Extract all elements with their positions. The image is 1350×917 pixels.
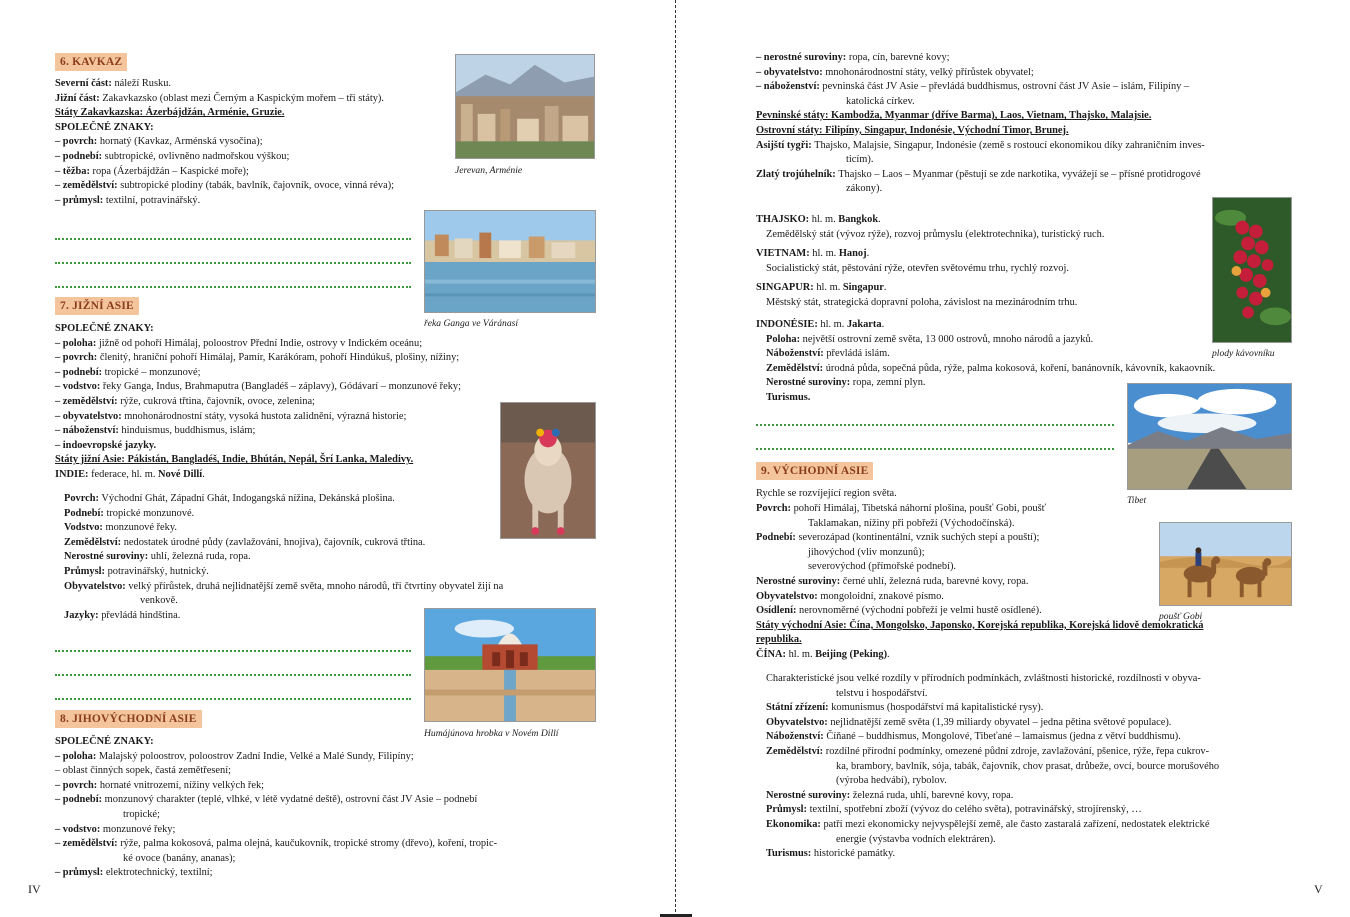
country-heading bbox=[756, 213, 1206, 228]
line-label: Jižní část: bbox=[55, 92, 100, 104]
text-line bbox=[55, 179, 455, 194]
line-label: – vodstvo: bbox=[55, 381, 101, 393]
line-continuation: telstvu i hospodářství. bbox=[836, 687, 928, 699]
line-text: nedostatek úrodné půdy (zavlažování, hnojiva), čajovník, cukrová třtina. bbox=[121, 536, 426, 548]
text-line bbox=[766, 847, 1316, 862]
country-name: THAJSKO: bbox=[756, 214, 810, 225]
text-line bbox=[766, 818, 1316, 833]
line-label: Osídlení: bbox=[756, 605, 797, 617]
humayun-tomb-photo bbox=[424, 608, 596, 722]
line-text: uhlí, železná ruda, ropa. bbox=[148, 551, 251, 563]
line-text: tropické monzunové. bbox=[103, 507, 195, 519]
text-line bbox=[756, 95, 1316, 110]
line-text: Číňané – buddhismus, Mongolové, Tibeťané – lamaismus (jedna z větví buddhismu). bbox=[823, 731, 1181, 743]
line-label: INDIE: bbox=[55, 468, 89, 480]
text-line bbox=[756, 604, 1316, 619]
dotted-line bbox=[55, 650, 411, 652]
line-label: SPOLEČNÉ ZNAKY: bbox=[55, 323, 154, 334]
ganga-photo bbox=[424, 210, 596, 313]
text-line bbox=[55, 852, 615, 867]
text-line bbox=[55, 735, 615, 750]
dotted-line bbox=[55, 238, 411, 240]
line-label: ČÍNA: bbox=[756, 648, 787, 660]
text-line bbox=[55, 750, 615, 765]
line-text: jižně od pohoří Himálaj, poloostrov Přední Indie, ostrovy v Indickém oceánu; bbox=[96, 337, 423, 349]
line-text: nerovnoměrné (východní pobřeží je velmi hustě osídlené). bbox=[796, 605, 1042, 617]
text-line bbox=[55, 380, 615, 395]
country-name: INDONÉSIE: bbox=[756, 319, 818, 330]
line-text: hornatý (Kavkaz, Arménská vysočina); bbox=[97, 136, 263, 148]
country-capital-prefix: hl. m. bbox=[809, 248, 839, 260]
line-text: subtropické, ovlivněno nadmořskou výškou; bbox=[102, 150, 290, 162]
text-line bbox=[55, 837, 615, 852]
line-text: úrodná půda, sopečná půda, rýže, palma kokosová, koření, banánovník, kávovník, kakaovník. bbox=[823, 362, 1216, 374]
text-line bbox=[756, 633, 1316, 648]
text-line bbox=[55, 337, 615, 352]
line-text: elektrotechnický, textilní; bbox=[103, 867, 213, 879]
text-line bbox=[55, 779, 615, 794]
line-label: Průmysl: bbox=[766, 804, 807, 816]
line-text: černé uhlí, železná ruda, barevné kovy, ropa. bbox=[840, 575, 1029, 587]
line-text: subtropické plodiny (tabák, bavlník, čajovník, ovoce, vinná réva); bbox=[117, 180, 395, 192]
dotted-line bbox=[756, 424, 1114, 426]
line-label: Nerostné suroviny: bbox=[766, 377, 851, 389]
dotted-line bbox=[55, 286, 411, 288]
section-heading-kavkaz: 6. KAVKAZ bbox=[55, 53, 127, 71]
line-continuation: Taklamakan, nížiny při pobřeží (Východočínská). bbox=[808, 517, 1015, 529]
country-dot: . bbox=[878, 214, 881, 225]
line-continuation: ka, brambory, bavlník, sója, tabák, čajovník, chov prasat, drůbeže, ovcí, bource morušového bbox=[836, 760, 1220, 772]
line-label: – náboženství: bbox=[55, 425, 119, 437]
line-text: Východní Ghát, Západní Ghát, Indogangská nížina, Dekánská plošina. bbox=[99, 493, 395, 504]
line-text: monzunové řeky; bbox=[100, 823, 176, 835]
line-continuation: ticím). bbox=[846, 154, 874, 166]
line-continuation: tropické; bbox=[123, 808, 160, 820]
underlined-heading: Státy východní Asie: Čína, Mongolsko, Japonsko, Korejská republika, Korejská lidově demokratická bbox=[756, 619, 1204, 631]
line-label: – průmysl: bbox=[55, 867, 104, 879]
country-capital-prefix: hl. m. bbox=[813, 282, 843, 294]
line-label: Jazyky: bbox=[64, 609, 99, 621]
text-line bbox=[766, 672, 1316, 687]
text-line bbox=[55, 866, 615, 881]
underlined-heading: Státy Zakavkazska: Ázerbájdžán, Arménie, Gruzie. bbox=[55, 107, 285, 119]
line-text: pevninská část JV Asie – převládá buddhismus, ostrovní část JV Asie – islám, Filipíny – bbox=[819, 81, 1190, 93]
line-label: Obyvatelstvo: bbox=[756, 590, 818, 602]
line-label: – zemědělství: bbox=[55, 180, 118, 192]
line-label: – těžba: bbox=[55, 165, 90, 177]
line-label: – podnebí: bbox=[55, 794, 103, 806]
line-label: Podnebí: bbox=[64, 507, 104, 519]
line-text: patří mezi ekonomicky nejvyspělejší země, ale často zastaralá zařízení, nedostatek elektrické bbox=[820, 818, 1210, 830]
line-text: největší ostrovní země světa, 13 000 ostrovů, mnoho národů a jazyků. bbox=[800, 333, 1094, 345]
line-label: Náboženství: bbox=[766, 731, 824, 743]
text-line bbox=[766, 687, 1316, 702]
line-label: Povrch: bbox=[64, 493, 100, 504]
text-line bbox=[756, 182, 1316, 197]
text-line bbox=[756, 168, 1316, 183]
line-text: historické památky. bbox=[811, 848, 896, 860]
text-line bbox=[766, 803, 1316, 818]
text-line bbox=[55, 366, 615, 381]
line-text: rýže, palma kokosová, palma olejná, kaučukovník, tropické stromy (dřevo), koření, tropic- bbox=[117, 838, 498, 850]
line-label: Zemědělství: bbox=[766, 362, 824, 374]
country-capital-prefix: hl. m. bbox=[817, 319, 847, 330]
caption-gobi: poušť Gobi bbox=[1159, 611, 1203, 622]
country-description: Zemědělský stát (vývoz rýže), rozvoj průmyslu (elektrotechnika), turistický ruch. bbox=[766, 228, 1105, 240]
line-label: Obyvatelstvo: bbox=[64, 580, 126, 592]
dotted-line bbox=[756, 448, 1114, 450]
jv-asie-continued-text bbox=[756, 51, 1316, 197]
line-text: hornaté vnitrozemí, nížiny velkých řek; bbox=[97, 779, 265, 791]
line-continuation: jihovýchod (vliv monzunů); bbox=[808, 546, 925, 558]
text-line bbox=[766, 730, 1316, 745]
line-text: tropické – monzunové; bbox=[102, 366, 201, 378]
line-label: – podnebí: bbox=[55, 150, 103, 162]
text-line bbox=[64, 594, 604, 609]
country-heading bbox=[756, 247, 1206, 262]
line-text: severozápad (kontinentální, vznik suchých stepí a pouští); bbox=[795, 532, 1040, 544]
line-text: Charakteristické jsou velké rozdíly v přírodních podmínkách, zvláštnosti historické, rozdílnosti v obyva- bbox=[766, 673, 1201, 684]
text-line bbox=[756, 80, 1316, 95]
text-line bbox=[55, 322, 615, 337]
dotted-line bbox=[55, 698, 411, 700]
line-label: Nerostné suroviny: bbox=[64, 551, 149, 563]
line-label: Poloha: bbox=[766, 333, 801, 345]
text-line bbox=[64, 580, 604, 595]
text-line bbox=[756, 51, 1316, 66]
coffee-photo bbox=[1212, 197, 1292, 343]
country-heading bbox=[756, 281, 1206, 296]
line-label: – povrch: bbox=[55, 779, 98, 791]
line-label: Povrch: bbox=[756, 503, 792, 514]
text-line bbox=[766, 701, 1316, 716]
line-text: pohoří Himálaj, Tibetská náhorní plošina, poušť Gobi, poušť bbox=[791, 503, 1047, 514]
text-line bbox=[64, 565, 604, 580]
line-label: Náboženství: bbox=[766, 348, 824, 360]
line-text: řeky Ganga, Indus, Brahmaputra (Bangladéš – záplavy), Gódávarí – monzunové řeky; bbox=[100, 381, 461, 393]
line-label: Ekonomika: bbox=[766, 818, 821, 830]
text-line bbox=[766, 760, 1316, 775]
kavkaz-text bbox=[55, 77, 455, 208]
country-dot: . bbox=[881, 319, 885, 330]
line-text: železná ruda, uhlí, barevné kovy, ropa. bbox=[850, 789, 1014, 801]
line-label: Nerostné suroviny: bbox=[766, 789, 851, 801]
line-text: monzunové řeky. bbox=[102, 522, 177, 534]
text-line bbox=[55, 150, 455, 165]
line-continuation: energie (výstavba vodních elektráren). bbox=[836, 833, 996, 845]
text-line bbox=[55, 77, 455, 92]
line-label: Zemědělství: bbox=[64, 536, 122, 548]
line-text: převládá hindština. bbox=[98, 609, 181, 621]
text-line bbox=[756, 109, 1316, 124]
text-line bbox=[55, 764, 615, 779]
line-text: mnohonárodnostní státy, vysoká hustota zalidnění, výrazná historie; bbox=[121, 410, 407, 422]
dotted-line bbox=[55, 262, 411, 264]
line-label: SPOLEČNÉ ZNAKY: bbox=[55, 121, 154, 133]
line-text: – oblast činných sopek, častá zemětřesení; bbox=[55, 765, 232, 777]
line-text: federace, hl. m. bbox=[88, 468, 159, 480]
text-line bbox=[766, 774, 1316, 789]
text-line bbox=[756, 139, 1316, 154]
line-text: hinduismus, buddhismus, islám; bbox=[118, 425, 256, 437]
text-line bbox=[756, 124, 1316, 139]
capital-name: Beijing (Peking) bbox=[815, 648, 888, 660]
line-continuation: (výroba hedvábí), rybolov. bbox=[836, 775, 947, 787]
country-capital: Hanoj bbox=[838, 248, 867, 260]
line-label: – povrch: bbox=[55, 136, 98, 148]
line-text: členitý, hraniční pohoří Himálaj, Pamír, Karákóram, pohoří Hindúkuš, plošiny, nížiny; bbox=[97, 352, 460, 364]
line-label: Podnebí: bbox=[756, 532, 796, 544]
country-capital: Singapur bbox=[842, 282, 884, 294]
line-continuation: katolická církev. bbox=[846, 95, 915, 107]
line-text: nejlidnatější země světa (1,39 miliardy obyvatel – jedna pětina světové populace). bbox=[827, 716, 1172, 728]
caption-ganga: řeka Ganga ve Váránasí bbox=[424, 318, 519, 329]
line-text: velký přírůstek, druhá nejlidnatější země světa, mnoho národů, tři čtvrtiny obyvatel žijí na bbox=[125, 580, 504, 592]
line-label: Turismus. bbox=[766, 391, 811, 403]
text-line bbox=[55, 121, 455, 136]
line-tail: . bbox=[202, 468, 205, 480]
tibet-photo bbox=[1127, 383, 1292, 490]
line-text: mnohonárodnostní státy, velký přírůstek obyvatel; bbox=[822, 66, 1034, 78]
line-label: – obyvatelstvo: bbox=[55, 410, 122, 422]
text-line bbox=[64, 550, 604, 565]
gobi-photo bbox=[1159, 522, 1292, 606]
line-label: – náboženství: bbox=[756, 81, 820, 93]
text-line bbox=[756, 648, 1316, 663]
text-line bbox=[55, 793, 615, 808]
text-line bbox=[756, 502, 1316, 517]
text-line bbox=[55, 106, 455, 121]
vychodni-asie-intro: Rychle se rozvíjející region světa. bbox=[756, 488, 897, 499]
text-line bbox=[55, 194, 455, 209]
underlined-heading: Státy jižní Asie: Pákistán, Bangladéš, Indie, Bhútán, Nepál, Šrí Lanka, Maledivy. bbox=[55, 454, 414, 466]
line-label: – podnebí: bbox=[55, 366, 103, 378]
line-tail: . bbox=[887, 648, 890, 660]
country-capital: Bangkok bbox=[838, 214, 879, 225]
caption-humayun: Humájúnova hrobka v Novém Dillí bbox=[424, 728, 559, 739]
line-text: Malajský poloostrov, poloostrov Zadní Indie, Velké a Malé Sundy, Filipíny; bbox=[96, 750, 414, 762]
text-line bbox=[766, 745, 1316, 760]
text-line bbox=[55, 92, 455, 107]
line-text: ropa, zemní plyn. bbox=[850, 377, 926, 389]
sacred-cow-photo bbox=[500, 402, 596, 539]
text-line bbox=[756, 619, 1316, 634]
line-text: Thajsko – Laos – Myanmar (pěstují se zde narkotika, vyvážejí se – přísné protidrogové bbox=[835, 168, 1201, 180]
yerevan-photo bbox=[455, 54, 595, 159]
line-label: SPOLEČNÉ ZNAKY: bbox=[55, 736, 154, 747]
right-page bbox=[676, 0, 1350, 917]
country-dot: . bbox=[883, 282, 887, 294]
caption-coffee: plody kávovníku bbox=[1212, 348, 1275, 359]
line-text: Zakavkazsko (oblast mezi Černým a Kaspickým mořem – tři státy). bbox=[99, 92, 384, 104]
line-label: Vodstvo: bbox=[64, 522, 103, 534]
text-line bbox=[55, 165, 455, 180]
line-text: hl. m. bbox=[786, 648, 816, 660]
section-heading-jizni-asie: 7. JIŽNÍ ASIE bbox=[55, 297, 139, 315]
underlined-heading: republika. bbox=[756, 634, 802, 646]
text-line bbox=[756, 66, 1316, 81]
dotted-line bbox=[55, 674, 411, 676]
jv-asie-text bbox=[55, 735, 615, 881]
line-label: – povrch: bbox=[55, 352, 98, 364]
line-text: mongoloidní, znakové písmo. bbox=[817, 590, 944, 602]
china-text bbox=[766, 672, 1316, 862]
section-heading-vychodni-asie: 9. VÝCHODNÍ ASIE bbox=[756, 462, 873, 480]
line-text: převládá islám. bbox=[823, 348, 890, 360]
line-continuation: zákony). bbox=[846, 183, 883, 195]
line-label: Nerostné suroviny: bbox=[756, 575, 841, 587]
line-label: – indoevropské jazyky. bbox=[55, 439, 157, 451]
line-label: – zemědělství: bbox=[55, 395, 118, 407]
caption-yerevan: Jerevan, Arménie bbox=[455, 165, 523, 176]
line-label: – nerostné suroviny: bbox=[756, 52, 847, 63]
underlined-heading: Pevninské státy: Kambodža, Myanmar (dříve Barma), Laos, Vietnam, Thajsko, Malajsie. bbox=[756, 110, 1152, 122]
text-line bbox=[766, 362, 1316, 377]
text-line bbox=[55, 808, 615, 823]
line-label: Státní zřízení: bbox=[766, 702, 829, 714]
capital-name: Nové Dillí bbox=[158, 468, 203, 480]
text-line bbox=[55, 823, 615, 838]
line-text: ropa (Ázerbájdžán – Kaspické moře); bbox=[89, 165, 249, 177]
line-text: textilní, potravinářský. bbox=[103, 194, 201, 206]
line-label: – vodstvo: bbox=[55, 823, 101, 835]
text-line bbox=[756, 153, 1316, 168]
page-number-right: V bbox=[1314, 882, 1323, 897]
line-text: rozdílné přírodní podmínky, omezené půdní zdroje, zavlažování, pšenice, rýže, řepa cukrov- bbox=[823, 745, 1210, 757]
line-text: textilní, spotřební zboží (vývoz do celého světa), potravinářský, strojírenský, … bbox=[806, 804, 1142, 816]
line-label: Obyvatelstvo: bbox=[766, 716, 828, 728]
line-text: potravinářský, hutnický. bbox=[104, 565, 209, 577]
line-label: Asijští tygři: bbox=[756, 139, 812, 151]
countries-text bbox=[756, 213, 1206, 316]
section-heading-jv-asie: 8. JIHOVÝCHODNÍ ASIE bbox=[55, 710, 202, 728]
line-label: – zemědělství: bbox=[55, 838, 118, 850]
country-name: VIETNAM: bbox=[756, 248, 810, 260]
line-label: Severní část: bbox=[55, 78, 112, 89]
line-label: Zemědělství: bbox=[766, 745, 824, 757]
text-line bbox=[766, 833, 1316, 848]
country-capital: Jakarta bbox=[846, 319, 882, 330]
underlined-heading: Ostrovní státy: Filipíny, Singapur, Indonésie, Východní Timor, Brunej. bbox=[756, 124, 1069, 136]
page-number-left: IV bbox=[28, 882, 41, 897]
country-description: Socialistický stát, pěstování rýže, otevřen světovému trhu, rychlý rozvoj. bbox=[766, 262, 1069, 274]
line-text: monzunový charakter (teplé, vlhké, v létě vydatné deště), ostrovní část JV Asie – podnebí bbox=[102, 794, 478, 806]
country-capital-prefix: hl. m. bbox=[809, 214, 839, 225]
line-label: Turismus: bbox=[766, 848, 812, 860]
line-continuation: venkově. bbox=[140, 595, 178, 607]
line-continuation: ké ovoce (banány, ananas); bbox=[123, 852, 236, 864]
country-description: Městský stát, strategická dopravní poloha, závislost na mezinárodním trhu. bbox=[766, 296, 1078, 308]
line-label: – obyvatelstvo: bbox=[756, 66, 823, 78]
text-line bbox=[766, 716, 1316, 731]
line-label: – průmysl: bbox=[55, 194, 104, 206]
line-label: Zlatý trojúhelník: bbox=[756, 168, 836, 180]
line-label: – poloha: bbox=[55, 337, 97, 349]
line-label: Průmysl: bbox=[64, 565, 105, 577]
line-text: rýže, cukrová třtina, čajovník, ovoce, zelenina; bbox=[117, 395, 315, 407]
line-text: komunismus (hospodářství má kapitalistické rysy). bbox=[828, 702, 1044, 714]
text-line bbox=[55, 135, 455, 150]
line-continuation: severovýchod (přímořské podnebí). bbox=[808, 561, 957, 573]
text-line bbox=[55, 351, 615, 366]
country-dot: . bbox=[866, 248, 870, 260]
country-name: SINGAPUR: bbox=[756, 282, 814, 294]
line-text: ropa, cín, barevné kovy; bbox=[846, 52, 950, 63]
caption-tibet: Tibet bbox=[1127, 495, 1147, 506]
text-line bbox=[766, 789, 1316, 804]
line-text: Thajsko, Malajsie, Singapur, Indonésie (země s rostoucí ekonomikou díky zahraničním inves- bbox=[811, 139, 1205, 151]
line-label: – poloha: bbox=[55, 750, 97, 762]
line-text: náleží Rusku. bbox=[111, 78, 172, 89]
